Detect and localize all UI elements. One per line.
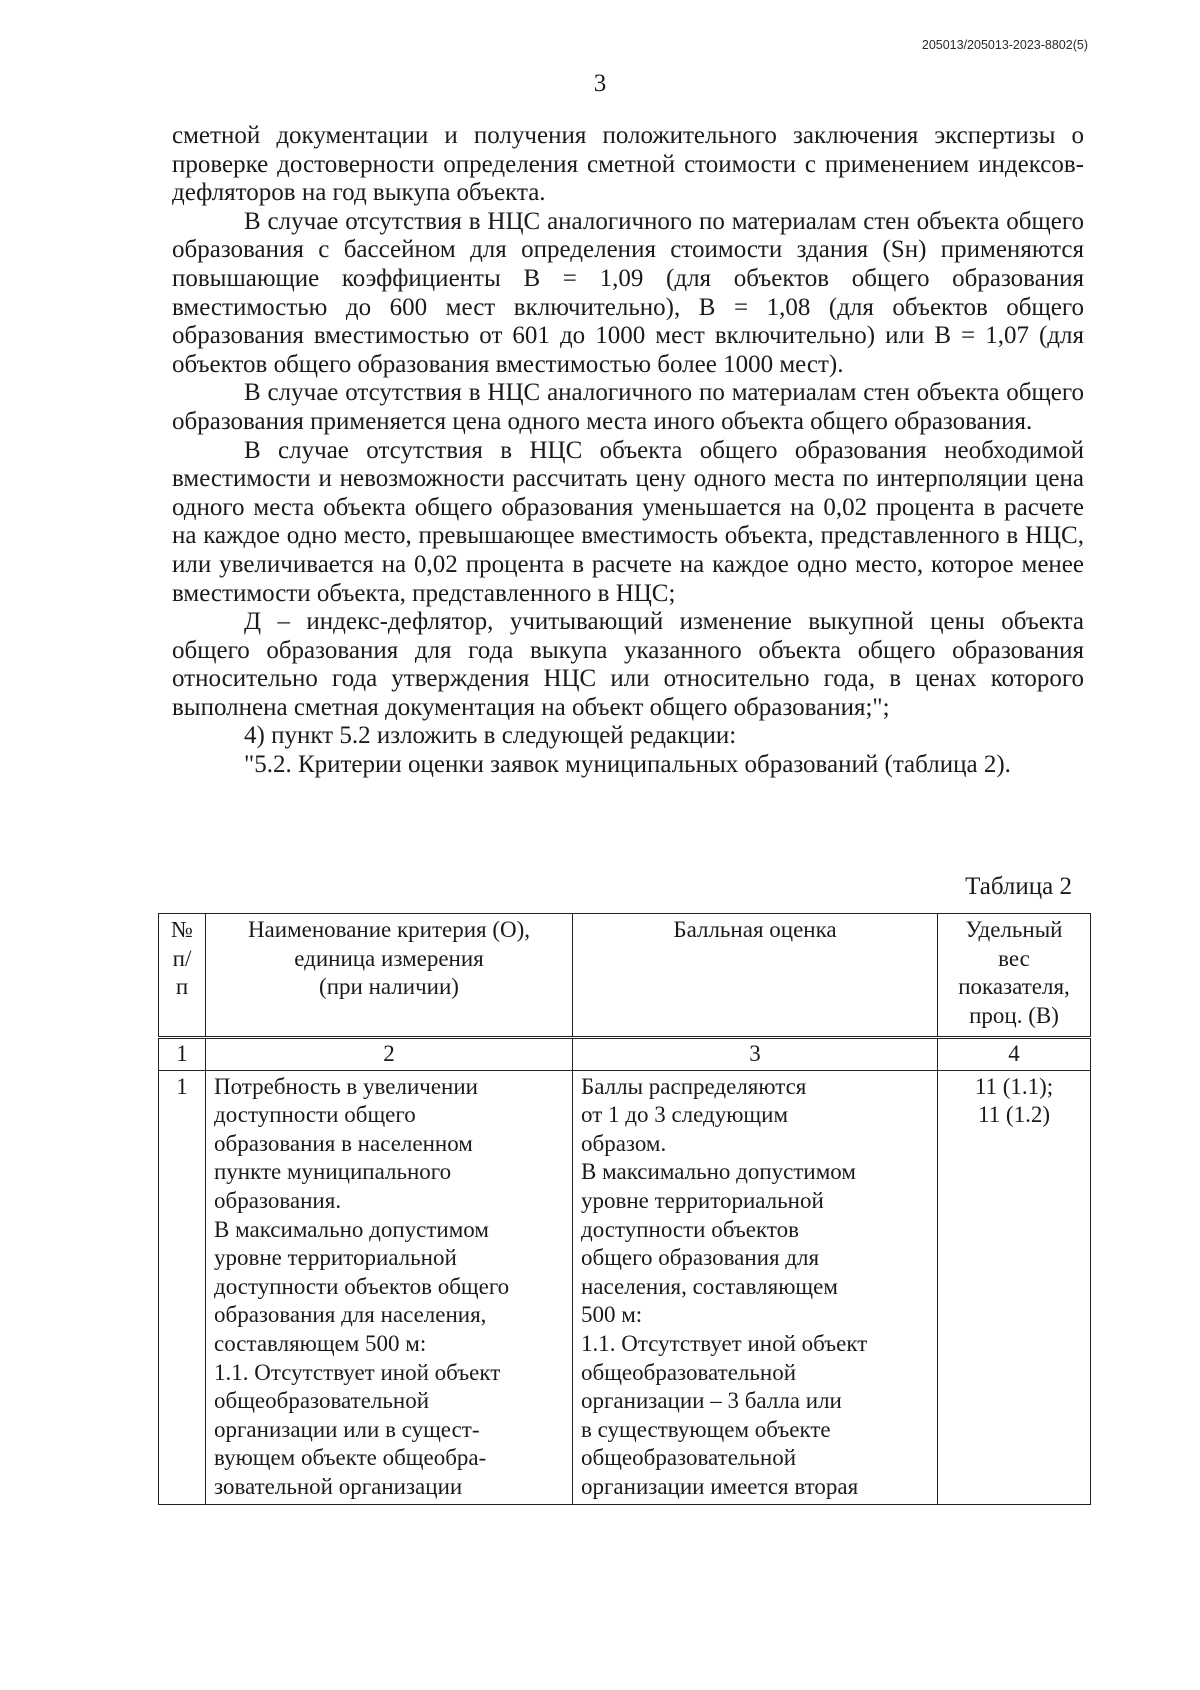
table-header-row [159,914,1091,1038]
page-number: 3 [593,70,607,97]
criterion-cell: Потребность в увеличении доступности общего образования в населенном пункте муниципального образования. В максимально допустимом уровне территориальной доступности объектов общего образования для населения, составляющем 500 м: 1.1. Отсутствует иной объект общеобразовательной организации или в сущест- вующем объекте общеобра- зовательной организации [206,1070,573,1504]
body-text [172,122,1084,780]
header-weight: Удельный вес показателя, проц. (В) [938,914,1091,1038]
header-score: Балльная оценка [573,914,938,1038]
paragraph: сметной документации и получения положительного заключения экспертизы о проверке достоверности определения сметной стоимости с применением индексов-дефляторов на год выкупа объекта. [172,122,1084,207]
header-number: № п/п [159,914,206,1038]
column-number: 3 [573,1038,938,1071]
column-number: 2 [206,1038,573,1071]
column-number: 1 [159,1038,206,1071]
score-cell: Баллы распределяются от 1 до 3 следующим образом. В максимально допустимом уровне территориальной доступности объектов общего образования для населения, составляющем 500 м: 1.1. Отсутствует иной объект общеобразовательной организации – 3 балла или в существующем объекте общеобразовательной организации имеется вторая [573,1070,938,1504]
weight-cell: 11 (1.1); 11 (1.2) [938,1070,1091,1504]
paragraph: Д – индекс-дефлятор, учитывающий изменение выкупной цены объекта общего образования для года выкупа указанного объекта общего образования относительно года утверждения НЦС или относительно года, в ценах которого выполнена сметная документация на объект общего образования;"; [172,608,1084,721]
table-row [159,1070,1091,1504]
document-id: 205013/205013-2023-8802(5) [921,38,1088,52]
column-number: 4 [938,1038,1091,1071]
paragraph: 4) пункт 5.2 изложить в следующей редакции: [244,722,737,750]
table-caption: Таблица 2 [965,873,1072,900]
paragraph: В случае отсутствия в НЦС аналогичного по материалам стен объекта общего образования применяется цена одного места иного объекта общего образования. [172,379,1084,435]
header-criterion: Наименование критерия (О), единица измерения (при наличии) [206,914,573,1038]
paragraph: "5.2. Критерии оценки заявок муниципальных образований (таблица 2). [244,751,1011,779]
paragraph: В случае отсутствия в НЦС объекта общего образования необходимой вместимости и невозможности рассчитать цену одного места по интерполяции цена одного места объекта общего образования уменьшается на 0,02 процента в расчете на каждое одно место, превышающее вместимость объекта, представленного в НЦС, или увеличивается на 0,02 процента в расчете на каждое одно место, которое менее вместимости объекта, представленного в НЦС; [172,436,1084,607]
paragraph: В случае отсутствия в НЦС аналогичного по материалам стен объекта общего образования с бассейном для определения стоимости здания (Sн) применяются повышающие коэффициенты В = 1,09 (для объектов общего образования вместимостью до 600 мест включительно), В = 1,08 (для объектов общего образования вместимостью от 601 до 1000 мест включительно) или В = 1,07 (для объектов общего образования вместимостью более 1000 мест). [172,207,1084,378]
column-number-row [159,1038,1091,1071]
row-number: 1 [159,1070,206,1504]
criteria-table [158,913,1091,1505]
